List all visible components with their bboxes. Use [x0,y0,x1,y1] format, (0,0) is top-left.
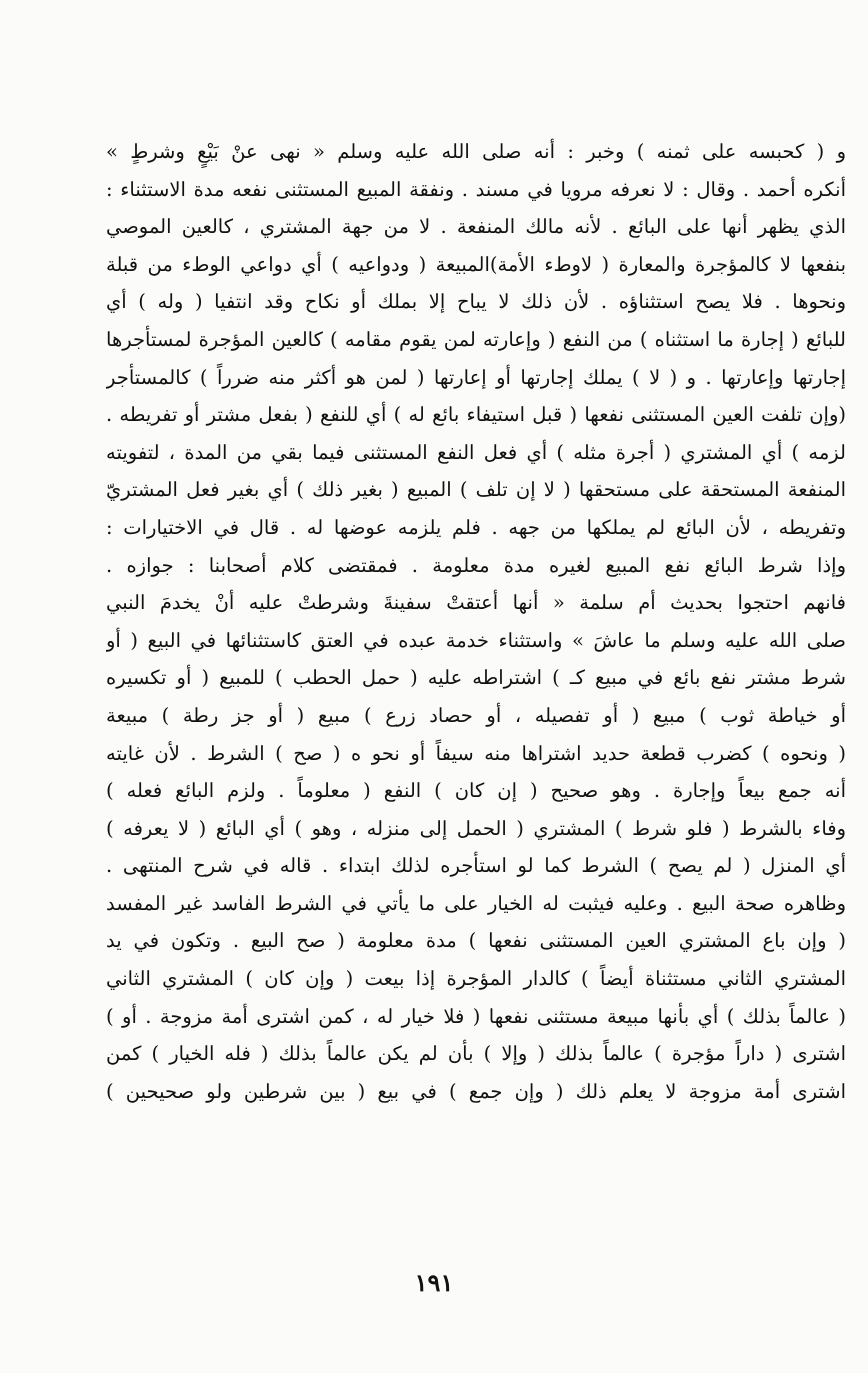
text-line: ونحوها . فلا يصح استثناؤه . لأن ذلك لا يباح إلا بملك أو نكاح وقد انتفيا ( وله ) أي [106,290,846,314]
text-line: وتفريطه ، لأن البائع لم يملكها من جهه . فلم يلزمه عوضها له . قال في الاختيارات : [106,515,846,539]
text-line: لزمه ) أي المشتري ( أجرة مثله ) أي فعل النفع المستثنى فيما بقي من المدة ، لتفويته [106,440,846,464]
text-line: أي المنزل ( لم يصح ) الشرط كما لو استأجره لذلك ابتداء . قاله في شرح المنتهى . [106,854,846,878]
body-text [106,133,846,1110]
text-line: أنه جمع بيعاً وإجارة . وهو صحيح ( إن كان ) النفع ( معلوماً . ولزم البائع فعله ) [106,779,846,803]
text-line: و ( كحبسه على ثمنه ) وخبر : أنه صلى الله عليه وسلم « نهى عنْ بَيْعٍ وشرطٍ » [106,140,846,163]
text-line: (وإن تلفت العين المستثنى نفعها ( قبل استيفاء بائع له ) أي للنفع ( بفعل مشتر أو تفريطه . [106,403,846,427]
page-number: ١٩١ [414,1268,454,1297]
text-line: اشترى أمة مزوجة لا يعلم ذلك ( وإن جمع ) في بيع ( بين شرطين ولو صحيحين ) [106,1079,846,1103]
text-line: فانهم احتجوا بحديث أم سلمة « أنها أعتقتْ سفينةَ وشرطتْ عليه أنْ يخدمَ النبي [106,591,846,615]
text-line: وفاء بالشرط ( فلو شرط ) المشتري ( الحمل إلى منزله ، وهو ) أي البائع ( لا يعرفه ) [106,816,846,840]
text-line: شرط مشتر نفع بائع في مبيع كـ ) اشتراطه عليه ( حمل الحطب ) للمبيع ( أو تكسيره [106,666,846,690]
text-line: بنفعها لا كالمؤجرة والمعارة ( لاوطء الأمة)المبيعة ( ودواعيه ) أي دواعي الوطء من قبلة [106,252,846,276]
text-line: اشترى ( داراً مؤجرة ) عالماً بذلك ( وإلا ) بأن لم يكن عالماً بذلك ( فله الخيار ) كمن [106,1042,846,1066]
text-line: أو خياطة ثوب ) مبيع ( أو تفصيله ، أو حصاد زرع ) مبيع ( أو جز رطة ) مبيعة [106,703,846,727]
text-line: ( وإن باع المشتري العين المستثنى نفعها ) مدة معلومة ( صح البيع . وتكون في يد [106,929,846,953]
text-line: أنكره أحمد . وقال : لا نعرفه مرويا في مسند . ونفقة المبيع المستثنى نفعه مدة الاستثناء : [106,177,846,201]
text-line: الذي يظهر أنها على البائع . لأنه مالك المنفعة . لا من جهة المشتري ، كالعين الموصي [106,215,846,239]
text-line: ( ونحوه ) كضرب قطعة حديد اشتراها منه سيفاً أو نحو ه ( صح ) الشرط . لأن غايته [106,741,846,765]
text-line: ( عالماً بذلك ) أي بأنها مبيعة مستثنى نفعها ( فلا خيار له ، كمن اشترى أمة مزوجة . أو ) [106,1004,846,1028]
text-line: المنفعة المستحقة على مستحقها ( لا إن تلف ) المبيع ( بغير ذلك ) أي بغير فعل المشتريّ [106,478,846,502]
text-line: المشتري الثاني مستثناة أيضاً ) كالدار المؤجرة إذا بيعت ( وإن كان ) المشتري الثاني [106,967,846,991]
text-line: وإذا شرط البائع نفع المبيع لغيره مدة معلومة . فمقتضى كلام أصحابنا : جوازه . [106,553,846,577]
text-line: للبائع ( إجارة ما استثناه ) من النفع ( وإعارته لمن يقوم مقامه ) كالعين المؤجرة لمستأجرها [106,327,846,351]
text-line: وظاهره صحة البيع . وعليه فيثبت له الخيار على ما يأتي في الشرط الفاسد غير المفسد [106,891,846,915]
text-line: إجارتها وإعارتها . و ( لا ) يملك إجارتها أو إعارتها ( لمن هو أكثر منه ضرراً ) كالمستأجر [106,365,846,389]
text-line: صلى الله عليه وسلم ما عاشَ » واستثناء خدمة عبده في العتق كاستثنائها في البيع ( أو [106,628,846,652]
